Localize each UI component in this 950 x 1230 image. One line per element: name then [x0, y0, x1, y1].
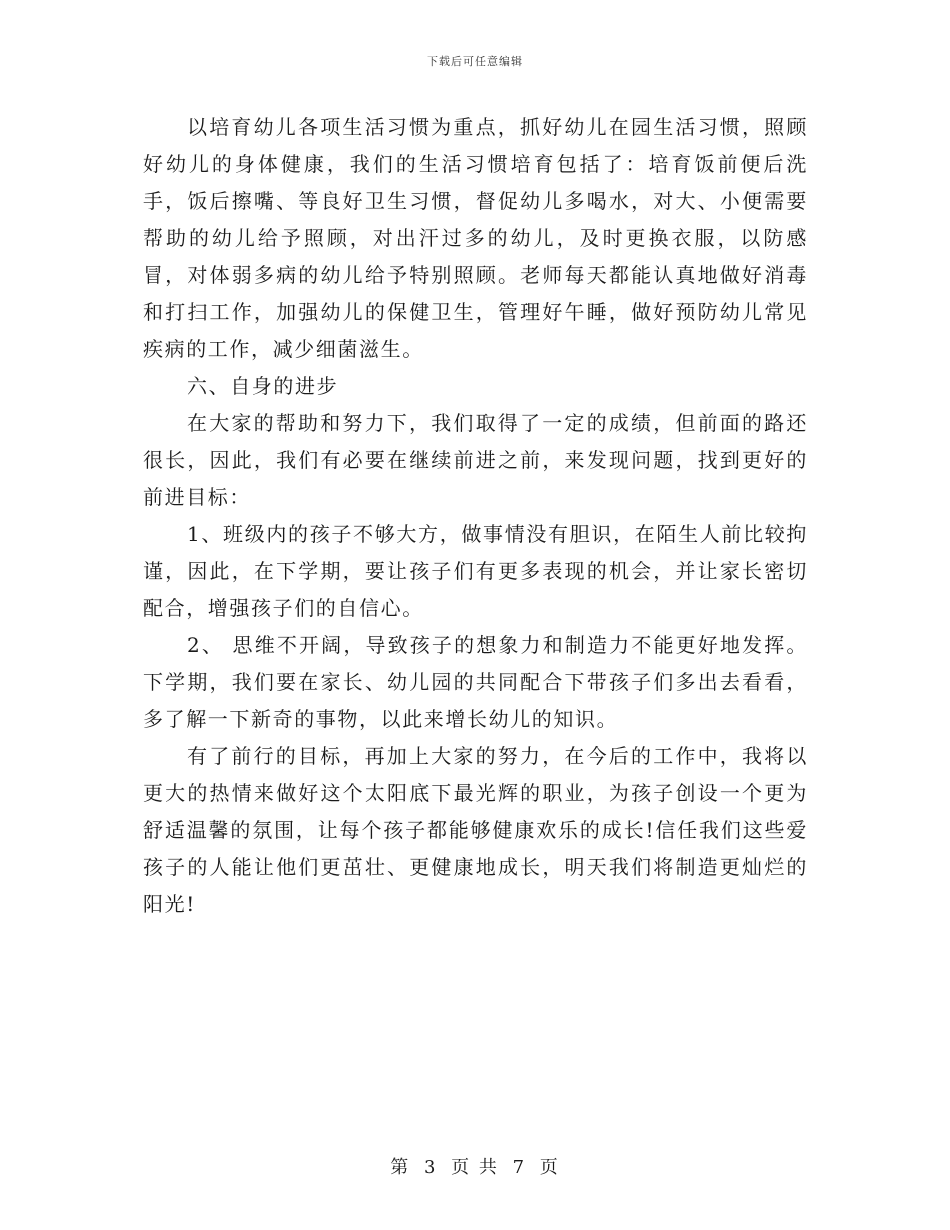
paragraph-conclusion: 有了前行的目标，再加上大家的努力，在今后的工作中，我将以更大的热情来做好这个太阳底下最光辉的职业，为孩子创设一个更为舒适温馨的氛围，让每个孩子都能够健康欢乐的成长!信任我们这些爱孩子的人能让他们更茁壮、更健康地成长，明天我们将制造更灿烂的阳光! [143, 744, 808, 916]
paragraph-hygiene-habits: 以培育幼儿各项生活习惯为重点，抓好幼儿在园生活习惯，照顾好幼儿的身体健康，我们的生活习惯培育包括了：培育饭前便后洗手，饭后擦嘴、等良好卫生习惯，督促幼儿多喝水，对大、小便需要帮助的幼儿给予照顾，对出汗过多的幼儿，及时更换衣服，以防感冒，对体弱多病的幼儿给予特别照顾。老师每天都能认真地做好消毒和打扫工作，加强幼儿的保健卫生，管理好午睡，做好预防幼儿常见疾病的工作，减少细菌滋生。 [143, 115, 808, 361]
paragraph-progress-intro: 在大家的帮助和努力下，我们取得了一定的成绩，但前面的路还很长，因此，我们有必要在继续前进之前，来发现问题，找到更好的前进目标： [143, 411, 808, 509]
page-footer [0, 1153, 950, 1179]
footer-prefix: 第 [390, 1157, 411, 1178]
section-heading-self-progress: 六、自身的进步 [187, 374, 339, 398]
footer-current-page: 3 [423, 1157, 438, 1178]
footer-suffix: 页 [539, 1157, 560, 1178]
footer-total-pages: 7 [512, 1157, 527, 1178]
document-body [143, 109, 808, 923]
paragraph-goal-2: 2、 思维不开阔，导致孩子的想象力和制造力不能更好地发挥。下学期，我们要在家长、幼儿园的共同配合下带孩子们多出去看看，多了解一下新奇的事物，以此来增长幼儿的知识。 [143, 633, 808, 731]
header-note: 下载后可任意编辑 [427, 55, 523, 68]
footer-middle: 页 共 [451, 1157, 499, 1178]
paragraph-goal-1: 1、班级内的孩子不够大方，做事情没有胆识，在陌生人前比较拘谨，因此，在下学期，要让孩子们有更多表现的机会，并让家长密切配合，增强孩子们的自信心。 [143, 522, 808, 620]
